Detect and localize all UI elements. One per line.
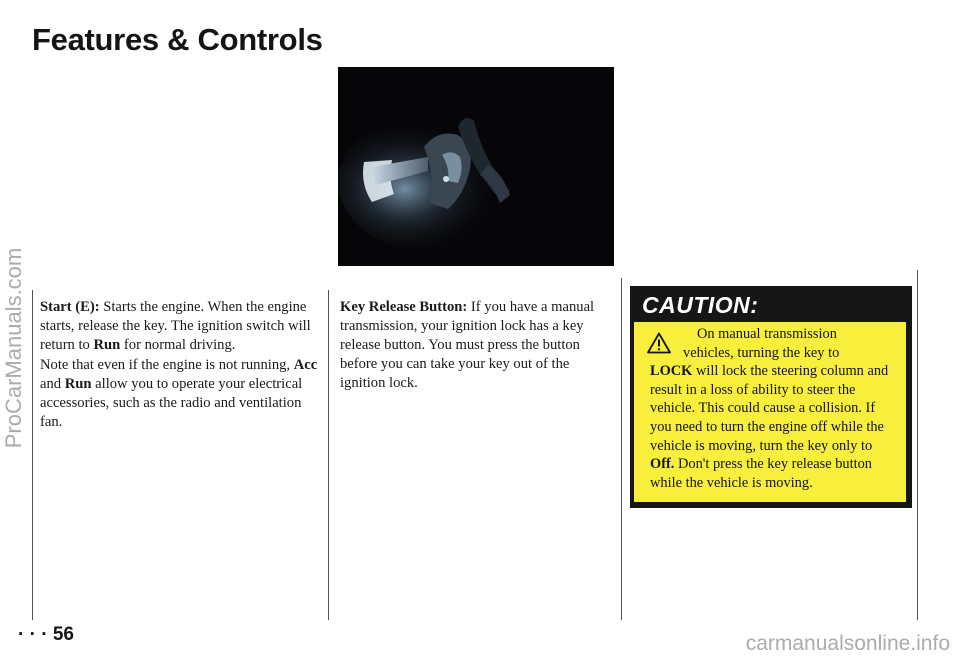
caution-box bbox=[630, 286, 912, 508]
column-divider-2 bbox=[328, 290, 329, 620]
watermark-vertical: ProCarManuals.com bbox=[1, 247, 26, 449]
paragraph: Start (E): Starts the engine. When the engine starts, release the key. The ignition switch will return to Run for normal driving. bbox=[40, 299, 311, 353]
caution-body bbox=[634, 322, 906, 502]
key-release-button-text bbox=[340, 298, 606, 393]
watermark-bottom: carmanualsonline.info bbox=[745, 632, 950, 655]
ignition-key-photo bbox=[338, 67, 614, 266]
page-title: Features & Controls bbox=[32, 22, 323, 57]
paragraph: Note that even if the engine is not running, Acc and Run allow you to operate your electrical accessories, such as the radio and ventilation fan. bbox=[40, 357, 318, 430]
caution-text: On manual transmission vehicles, turning the key to LOCK will lock the steering column and result in a loss of ability to steer the vehicle. This could cause a collision. If you need to turn the engine off while the vehicle is moving, turn the key only to Off. Don't press the key release button while the vehicle is moving. bbox=[650, 326, 889, 491]
column-divider-3 bbox=[621, 278, 622, 620]
page-number: · · · 56 bbox=[18, 624, 74, 645]
paragraph: Key Release Button: If you have a manual transmission, your ignition lock has a key release button. You must press the button before you can take your key out of the ignition lock. bbox=[340, 299, 595, 391]
start-position-text bbox=[40, 298, 322, 432]
caution-heading: CAUTION: bbox=[642, 292, 759, 318]
column-divider-4 bbox=[917, 270, 918, 620]
column-divider-1 bbox=[32, 290, 33, 620]
